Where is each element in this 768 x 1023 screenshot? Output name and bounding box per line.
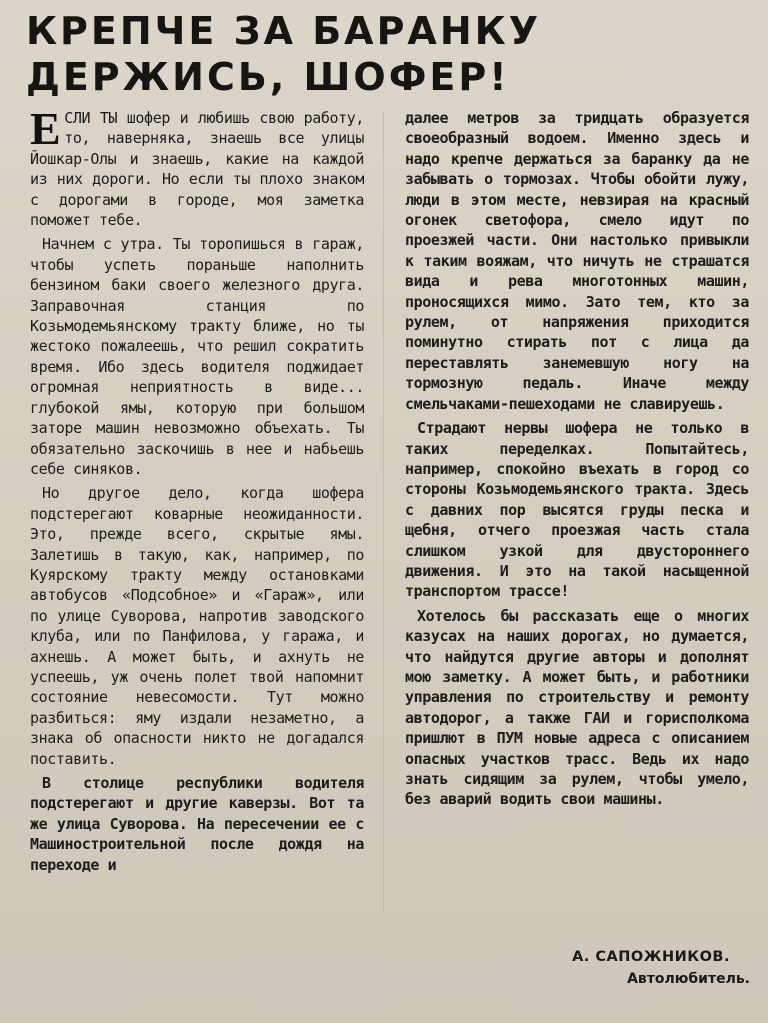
author-signature: А. САПОЖНИКОВ. [572,949,730,965]
article-headline [26,8,626,100]
dropcap: Е [30,103,61,154]
paragraph-1-text: СЛИ ТЫ шофер и любишь свою работу, то, наверняка, знаешь все улицы Йошкар-Олы и знаешь, какие на каждой из них дороги. Но если ты плохо знаком с дорогами в городе, моя заметка поможет тебе. [30,109,364,230]
right-column [405,108,749,814]
paragraph-7: Хотелось бы рассказать еще о многих казусах на наших дорогах, но думается, что найдутся другие авторы и дополнят мою заметку. А может быть, и работники управления по строительству и ремонту автодорог, а также ГАИ и горисполкома пришлют в ПУМ новые адреса с описанием опасных участков трасс. Ведь их надо знать сидящим за рулем, чтобы умело, без аварий водить свои машины. [405,606,749,809]
headline-line-1: КРЕПЧЕ ЗА БАРАНКУ [26,9,541,53]
paragraph-4: В столице республики водителя подстерегают и другие каверзы. Вот та же улица Суворова. На пересечении ее с Машиностроительной после дождя на переходе и [30,774,364,874]
author-role: Автолюбитель. [627,971,750,987]
column-divider [383,112,384,912]
paragraph-1 [30,103,364,230]
paragraph-2: Начнем с утра. Ты торопишься в гараж, чтобы успеть пораньше наполнить бензином баки своего железного друга. Заправочная станция по Козьмодемьянскому тракту ближе, но ты жестоко пожалеешь, что решил сократить время. Ибо здесь водителя поджидает огромная неприятность в виде... глубокой ямы, которую при большом заторе машин невозможно объехать. Ты обязательно заскочишь в нее и набьешь себе синяков. [30,235,364,478]
paragraph-3: Но другое дело, когда шофера подстерегают коварные неожиданности. Это, прежде всего, скрытые ямы. Залетишь в такую, как, например, по Куярскому тракту между остановками автобусов «Подсобное» и «Гараж», или по улице Суворова, напротив заводского клуба, или по Панфилова, у гаража, и ахнешь. А может быть, и ахнуть не успеешь, уж очень полет твой напомнит состояние невесомости. Тут можно разбиться: яму издали незаметно, а знака об опасности никто не догадался поставить. [30,484,364,768]
paragraph-6: Страдают нервы шофера не только в таких переделках. Попытайтесь, например, спокойно въехать в город со стороны Козьмодемьянского тракта. Здесь с давних пор высятся груды песка и щебня, отчего проезжая часть стала слишком узкой для двустороннего движения. И это на такой насыщенной транспортом трассе! [405,419,749,601]
headline-line-2: ДЕРЖИСЬ, ШОФЕР! [26,55,510,99]
paragraph-5: далее метров за тридцать образуется своеобразный водоем. Именно здесь и надо крепче держаться за баранку да не забывать о тормозах. Чтобы обойти лужу, люди в этом месте, невзирая на красный огонек светофора, смело идут по проезжей части. Они настолько привыкли к таким вояжам, что ничуть не страшатся вида и рева многотонных машин, проносящихся мимо. Зато тем, кто за рулем, от напряжения приходится поминутно стирать пот с лица да переставлять занемевшую ногу на тормозную педаль. Иначе между смельчаками-пешеходами не славируешь. [405,109,749,413]
left-column [30,103,364,879]
